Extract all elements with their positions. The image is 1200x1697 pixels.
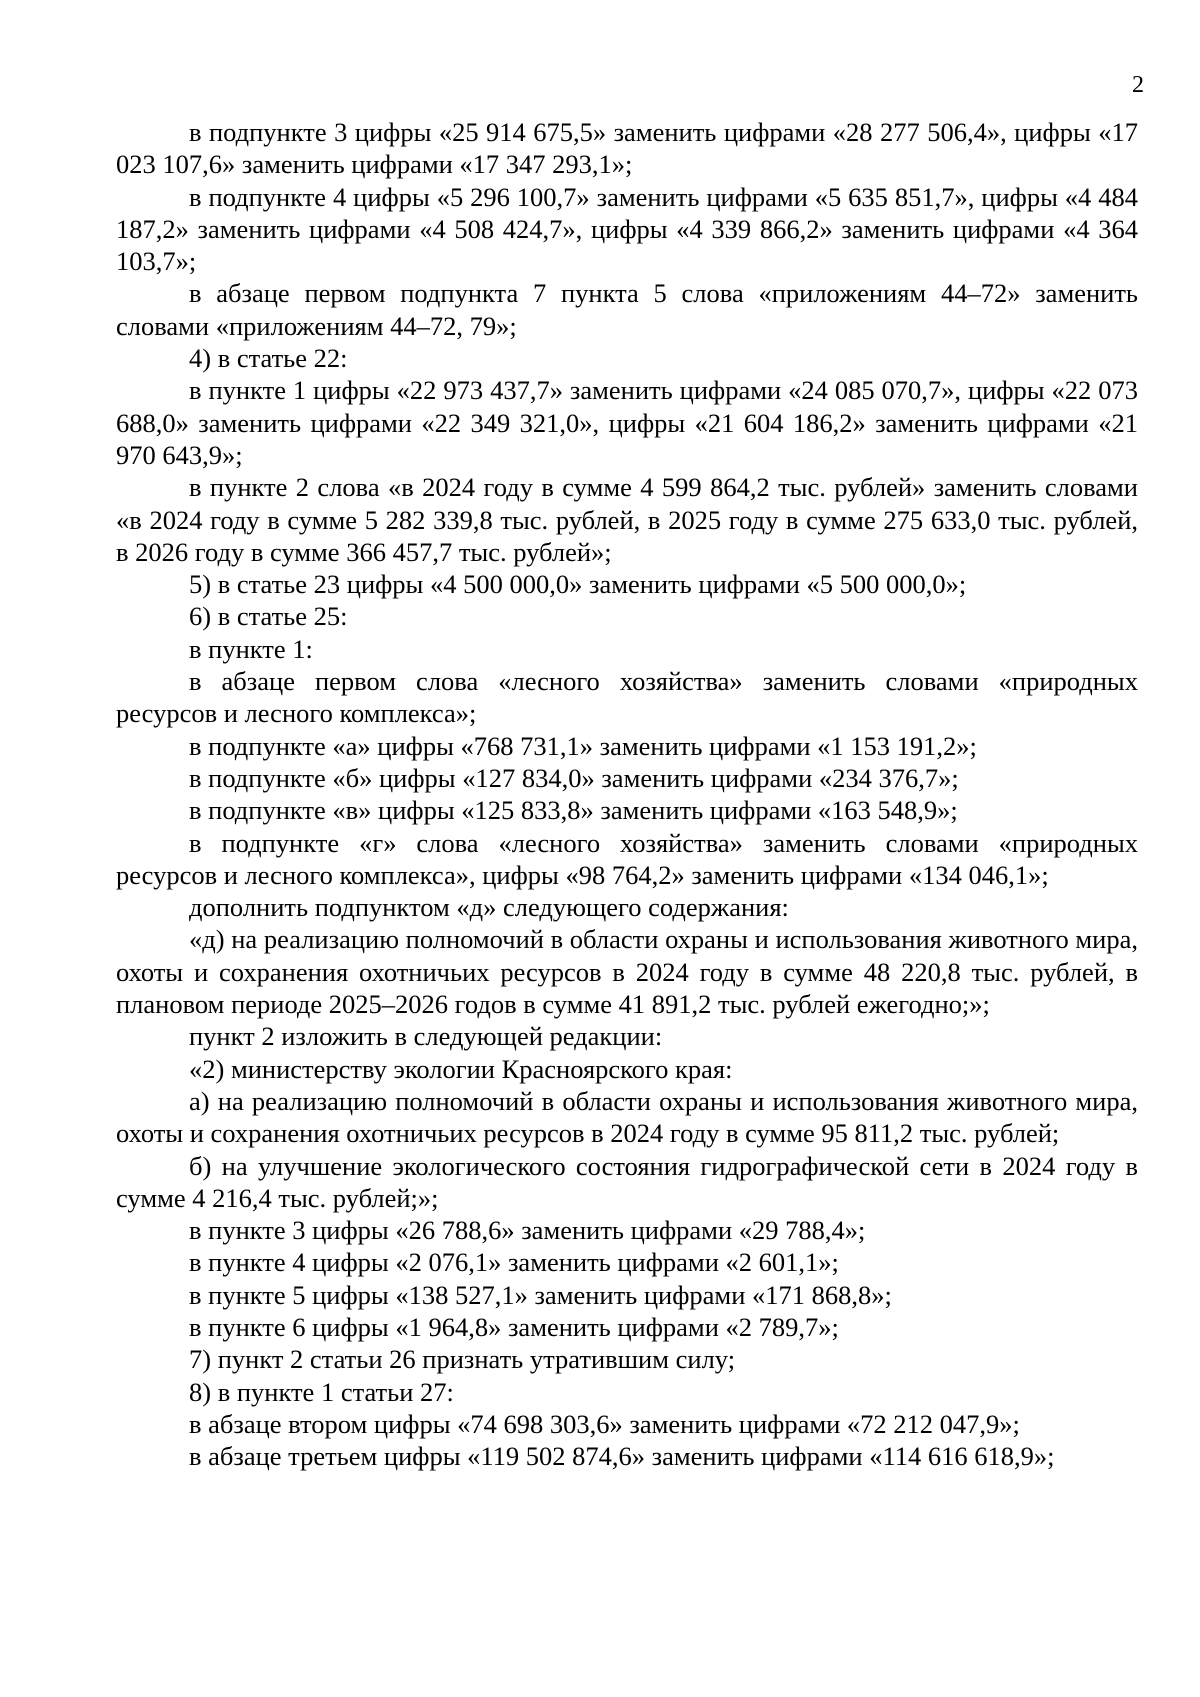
paragraph: в пункте 4 цифры «2 076,1» заменить цифрами «2 601,1»; [189, 1247, 839, 1278]
paragraph: в подпункте «б» цифры «127 834,0» заменить цифрами «234 376,7»; [189, 762, 959, 793]
paragraph: в пункте 5 цифры «138 527,1» заменить цифрами «171 868,8»; [189, 1279, 892, 1310]
paragraph: в подпункте 4 цифры «5 296 100,7» заменить цифрами «5 635 851,7», цифры «4 484 187,2» заменить цифрами «4 508 424,7», цифры «4 339 866,2» заменить цифрами «4 364 103,7»; [116, 181, 1138, 277]
paragraph: «2) министерству экологии Красноярского края: [189, 1053, 733, 1084]
page-number: 2 [1132, 72, 1144, 98]
paragraph: в подпункте «г» слова «лесного хозяйства» заменить словами «природных ресурсов и лесного комплекса», цифры «98 764,2» заменить цифрами «134 046,1»; [116, 827, 1138, 890]
paragraph: в пункте 3 цифры «26 788,6» заменить цифрами «29 788,4»; [189, 1215, 866, 1246]
paragraph: 7) пункт 2 статьи 26 признать утратившим силу; [189, 1344, 736, 1375]
document-body [116, 116, 1138, 1472]
paragraph: в подпункте 3 цифры «25 914 675,5» заменить цифрами «28 277 506,4», цифры «17 023 107,6» заменить цифрами «17 347 293,1»; [116, 117, 1138, 180]
paragraph: в пункте 1: [189, 633, 313, 664]
paragraph: 4) в статье 22: [189, 343, 348, 374]
paragraph: в абзаце первом подпункта 7 пункта 5 слова «приложениям 44–72» заменить словами «приложениям 44–72, 79»; [116, 278, 1138, 341]
paragraph: в пункте 6 цифры «1 964,8» заменить цифрами «2 789,7»; [189, 1311, 839, 1342]
paragraph: 8) в пункте 1 статьи 27: [189, 1376, 454, 1407]
paragraph: дополнить подпунктом «д» следующего содержания: [189, 892, 789, 923]
paragraph: а) на реализацию полномочий в области охраны и использования животного мира, охоты и сохранения охотничьих ресурсов в 2024 году в сумме 95 811,2 тыс. рублей; [116, 1085, 1138, 1149]
paragraph: в пункте 1 цифры «22 973 437,7» заменить цифрами «24 085 070,7», цифры «22 073 688,0» заменить цифрами «22 349 321,0», цифры «21 604 186,2» заменить цифрами «21 970 643,9»; [116, 375, 1138, 470]
paragraph: в абзаце первом слова «лесного хозяйства» заменить словами «природных ресурсов и лесного комплекса»; [116, 666, 1138, 729]
paragraph: 5) в статье 23 цифры «4 500 000,0» заменить цифрами «5 500 000,0»; [189, 569, 967, 600]
paragraph: пункт 2 изложить в следующей редакции: [189, 1021, 663, 1052]
paragraph: б) на улучшение экологического состояния гидрографической сети в 2024 году в сумме 4 216,4 тыс. рублей;»; [116, 1150, 1138, 1213]
paragraph: в подпункте «в» цифры «125 833,8» заменить цифрами «163 548,9»; [189, 795, 958, 826]
paragraph: в абзаце втором цифры «74 698 303,6» заменить цифрами «72 212 047,9»; [189, 1408, 1020, 1439]
paragraph: в абзаце третьем цифры «119 502 874,6» заменить цифрами «114 616 618,9»; [189, 1441, 1055, 1472]
paragraph: 6) в статье 25: [189, 601, 348, 632]
paragraph: в подпункте «а» цифры «768 731,1» заменить цифрами «1 153 191,2»; [189, 730, 977, 761]
paragraph: в пункте 2 слова «в 2024 году в сумме 4 599 864,2 тыс. рублей» заменить словами «в 2024 году в сумме 5 282 339,8 тыс. рублей, в 2025 году в сумме 275 633,0 тыс. рублей, в 2026 году в сумме 366 457,7 тыс. рублей»; [116, 472, 1138, 567]
paragraph: «д) на реализацию полномочий в области охраны и использования животного мира, охоты и сохранения охотничьих ресурсов в 2024 году в сумме 48 220,8 тыс. рублей, в плановом периоде 2025–2026 годов в сумме 41 891,2 тыс. рублей ежегодно;»; [116, 924, 1138, 1020]
